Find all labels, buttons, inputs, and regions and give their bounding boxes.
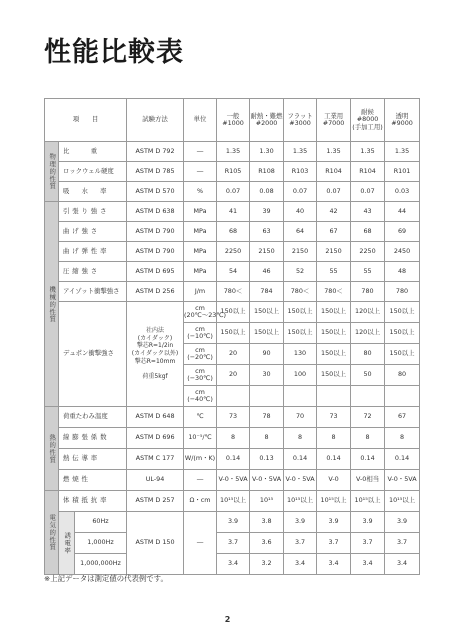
value-cell: 0.14 [385,449,420,470]
value-cell [351,386,385,407]
value-cell: 1.35 [284,142,317,162]
value-cell: 80 [351,344,385,365]
value-cell: 3.6 [250,533,284,554]
unit: MPa [184,262,217,282]
property-name: 荷重たわみ温度 [59,407,127,428]
value-cell: 150以上 [250,323,284,344]
value-cell: 10¹⁵以上 [351,491,385,512]
value-cell: 67 [317,222,351,242]
value-cell: V-0・5VA [284,470,317,491]
property-name: 吸 水 率 [59,182,127,202]
value-cell: 46 [250,262,284,282]
value-cell: 50 [351,365,385,386]
value-cell: 150以上 [385,344,420,365]
table-row [45,554,420,575]
value-cell: 1.35 [351,142,385,162]
value-cell: 72 [351,407,385,428]
unit: ― [184,470,217,491]
value-cell: 2250 [217,242,250,262]
unit: % [184,182,217,202]
value-cell: 10¹⁵以上 [284,491,317,512]
value-cell: R103 [284,162,317,182]
value-cell [385,386,420,407]
value-cell: 150以上 [317,323,351,344]
header-grade-2000: 耐熱・難燃 #2000 [250,99,284,142]
unit: Ω・cm [184,491,217,512]
value-cell: 0.14 [284,449,317,470]
unit: MPa [184,242,217,262]
header-row [45,99,420,142]
value-cell: 784 [250,282,284,302]
test-method: ASTM D 790 [127,222,184,242]
value-cell: 0.14 [317,449,351,470]
value-cell: V-0・5VA [385,470,420,491]
performance-comparison-table [44,98,420,575]
value-cell: 44 [385,202,420,222]
value-cell: 10¹⁵以上 [217,491,250,512]
value-cell: 8 [351,428,385,449]
value-cell: 150以上 [317,365,351,386]
unit: MPa [184,202,217,222]
value-cell: 3.4 [351,554,385,575]
value-cell: 100 [284,365,317,386]
category-thermal: 熱的性質 [45,407,59,491]
value-cell: 10¹⁵以上 [385,491,420,512]
test-method: ASTM D 257 [127,491,184,512]
header-item: 項 目 [45,99,127,142]
value-cell: 80 [385,365,420,386]
value-cell: 780＜ [217,282,250,302]
property-name: 線膨張係数 [59,428,127,449]
test-method: ASTM D 695 [127,262,184,282]
value-cell: 40 [284,202,317,222]
value-cell: V-0・5VA [217,470,250,491]
table-row [45,407,420,428]
value-cell: V-0 [317,470,351,491]
property-name: 比 重 [59,142,127,162]
value-cell: 3.7 [284,533,317,554]
category-electrical: 電気的性質 [45,491,59,575]
value-cell: R101 [385,162,420,182]
value-cell [217,386,250,407]
frequency: 1,000Hz [75,533,127,554]
value-cell: 8 [284,428,317,449]
property-name: 曲げ強さ [59,222,127,242]
value-cell: 2150 [250,242,284,262]
value-cell: 69 [385,222,420,242]
test-method: ASTM D 792 [127,142,184,162]
value-cell: 3.9 [385,512,420,533]
value-cell: 8 [217,428,250,449]
property-name: 体積抵抗率 [59,491,127,512]
property-name: 圧縮強さ [59,262,127,282]
property-name: ロックウェル硬度 [59,162,127,182]
unit: ― [184,512,217,575]
header-method: 試験方法 [127,99,184,142]
footnote: ※上記データは測定値の代表例です。 [44,574,168,583]
value-cell: 55 [317,262,351,282]
unit: ― [184,142,217,162]
value-cell: 150以上 [250,302,284,323]
value-cell: 68 [351,222,385,242]
value-cell [250,386,284,407]
value-cell: 63 [250,222,284,242]
value-cell: 780 [351,282,385,302]
value-cell: 70 [284,407,317,428]
table-row [45,142,420,162]
value-cell: 2250 [351,242,385,262]
value-cell: 3.4 [385,554,420,575]
test-method: ASTM C 177 [127,449,184,470]
value-cell: 150以上 [317,344,351,365]
value-cell: 8 [317,428,351,449]
property-name: 引張り強さ [59,202,127,222]
value-cell: 1.30 [250,142,284,162]
test-method: 社内法 (カイダック) 撃芯R=1/2in (カイダック以外) 撃芯R=10mm 荷重5kgf [127,302,184,407]
test-method: UL-94 [127,470,184,491]
value-cell: 1.35 [385,142,420,162]
value-cell: 120以上 [351,323,385,344]
unit: J/m [184,282,217,302]
value-cell: 3.7 [317,533,351,554]
value-cell: 3.7 [385,533,420,554]
table-row [45,533,420,554]
property-name: 熱伝導率 [59,449,127,470]
value-cell: 43 [351,202,385,222]
value-cell: 3.7 [351,533,385,554]
table-row [45,428,420,449]
value-cell: R104 [351,162,385,182]
property-name: 燃焼性 [59,470,127,491]
value-cell: R108 [250,162,284,182]
value-cell: 1.35 [217,142,250,162]
value-cell: R105 [217,162,250,182]
frequency: 60Hz [75,512,127,533]
category-mechanical: 機械的性質 [45,202,59,407]
value-cell: 0.07 [317,182,351,202]
value-cell: 2150 [317,242,351,262]
value-cell: 3.9 [317,512,351,533]
header-grade-9000: 透明 #9000 [385,99,420,142]
value-cell: 42 [317,202,351,222]
property-name: 曲げ弾性率 [59,242,127,262]
value-cell: 3.9 [351,512,385,533]
unit: 10⁻⁵/℃ [184,428,217,449]
value-cell: 3.8 [250,512,284,533]
value-cell: 3.4 [284,554,317,575]
value-cell: 780＜ [317,282,351,302]
test-method: ASTM D 256 [127,282,184,302]
property-name: アイゾット衝撃強さ [59,282,127,302]
value-cell: 3.4 [317,554,351,575]
value-cell: 0.08 [250,182,284,202]
unit: ℃ [184,407,217,428]
table-row [45,470,420,491]
value-cell: 3.4 [217,554,250,575]
value-cell: 90 [250,344,284,365]
value-cell: 0.14 [351,449,385,470]
value-cell: 130 [284,344,317,365]
table-row [45,222,420,242]
table-row [45,302,420,323]
value-cell: V-0相当 [351,470,385,491]
value-cell: 52 [284,262,317,282]
test-method: ASTM D 785 [127,162,184,182]
frequency: 1,000,000Hz [75,554,127,575]
unit: W/(m・K) [184,449,217,470]
value-cell: 150以上 [317,302,351,323]
value-cell: 8 [385,428,420,449]
category-physical: 物理的性質 [45,142,59,202]
value-cell: 3.9 [284,512,317,533]
value-cell: 3.2 [250,554,284,575]
value-cell: 120以上 [351,302,385,323]
value-cell: 0.13 [250,449,284,470]
value-cell: 39 [250,202,284,222]
value-cell: 3.9 [217,512,250,533]
unit: MPa [184,222,217,242]
value-cell: 10¹⁵以上 [317,491,351,512]
value-cell: 20 [217,344,250,365]
value-cell: 150以上 [217,302,250,323]
value-cell: 30 [250,365,284,386]
table-row [45,512,420,533]
test-method: ASTM D 570 [127,182,184,202]
header-grade-1000: 一般 #1000 [217,99,250,142]
value-cell: R104 [317,162,351,182]
table-row [45,162,420,182]
table-row [45,182,420,202]
header-unit: 単位 [184,99,217,142]
value-cell: 48 [385,262,420,282]
value-cell: 0.03 [385,182,420,202]
unit: cm (−40℃) [184,386,217,407]
header-grade-7000: 工業用 #7000 [317,99,351,142]
table-row [45,282,420,302]
test-method: ASTM D 790 [127,242,184,262]
unit: ― [184,162,217,182]
value-cell: 2450 [385,242,420,262]
table-row [45,449,420,470]
value-cell: 150以上 [284,323,317,344]
value-cell: 0.07 [217,182,250,202]
test-method: ASTM D 638 [127,202,184,222]
page-number: 2 [224,615,231,624]
property-name: デュポン衝撃強さ [59,302,127,407]
value-cell: 0.07 [351,182,385,202]
table-row [45,202,420,222]
table-row [45,491,420,512]
value-cell: 67 [385,407,420,428]
value-cell: 150以上 [284,302,317,323]
table-row [45,262,420,282]
test-method: ASTM D 150 [127,512,184,575]
value-cell: V-0・5VA [250,470,284,491]
value-cell: 55 [351,262,385,282]
value-cell: 1.35 [317,142,351,162]
value-cell: 2150 [284,242,317,262]
value-cell: 78 [250,407,284,428]
value-cell: 8 [250,428,284,449]
value-cell: 10¹⁵ [250,491,284,512]
value-cell: 150以上 [385,323,420,344]
value-cell: 20 [217,365,250,386]
value-cell: 150以上 [385,302,420,323]
table-row [45,242,420,262]
dielectric-label: 誘電率 [59,512,75,575]
header-grade-8000: 耐候 #8000 (手加工用) [351,99,385,142]
value-cell: 73 [317,407,351,428]
value-cell: 150以上 [217,323,250,344]
value-cell: 0.14 [217,449,250,470]
value-cell: 54 [217,262,250,282]
value-cell [284,386,317,407]
value-cell: 3.7 [217,533,250,554]
value-cell: 64 [284,222,317,242]
unit: cm (−30℃) [184,365,217,386]
unit: cm (−20℃) [184,344,217,365]
value-cell: 780 [385,282,420,302]
value-cell: 0.07 [284,182,317,202]
value-cell: 780＜ [284,282,317,302]
value-cell: 41 [217,202,250,222]
value-cell [317,386,351,407]
value-cell: 68 [217,222,250,242]
page-title: 性能比較表 [44,37,184,68]
test-method: ASTM D 648 [127,407,184,428]
unit: cm (−10℃) [184,323,217,344]
header-grade-3000: フラット #3000 [284,99,317,142]
value-cell: 73 [217,407,250,428]
test-method: ASTM D 696 [127,428,184,449]
unit: cm (20℃〜23℃) [184,302,217,323]
